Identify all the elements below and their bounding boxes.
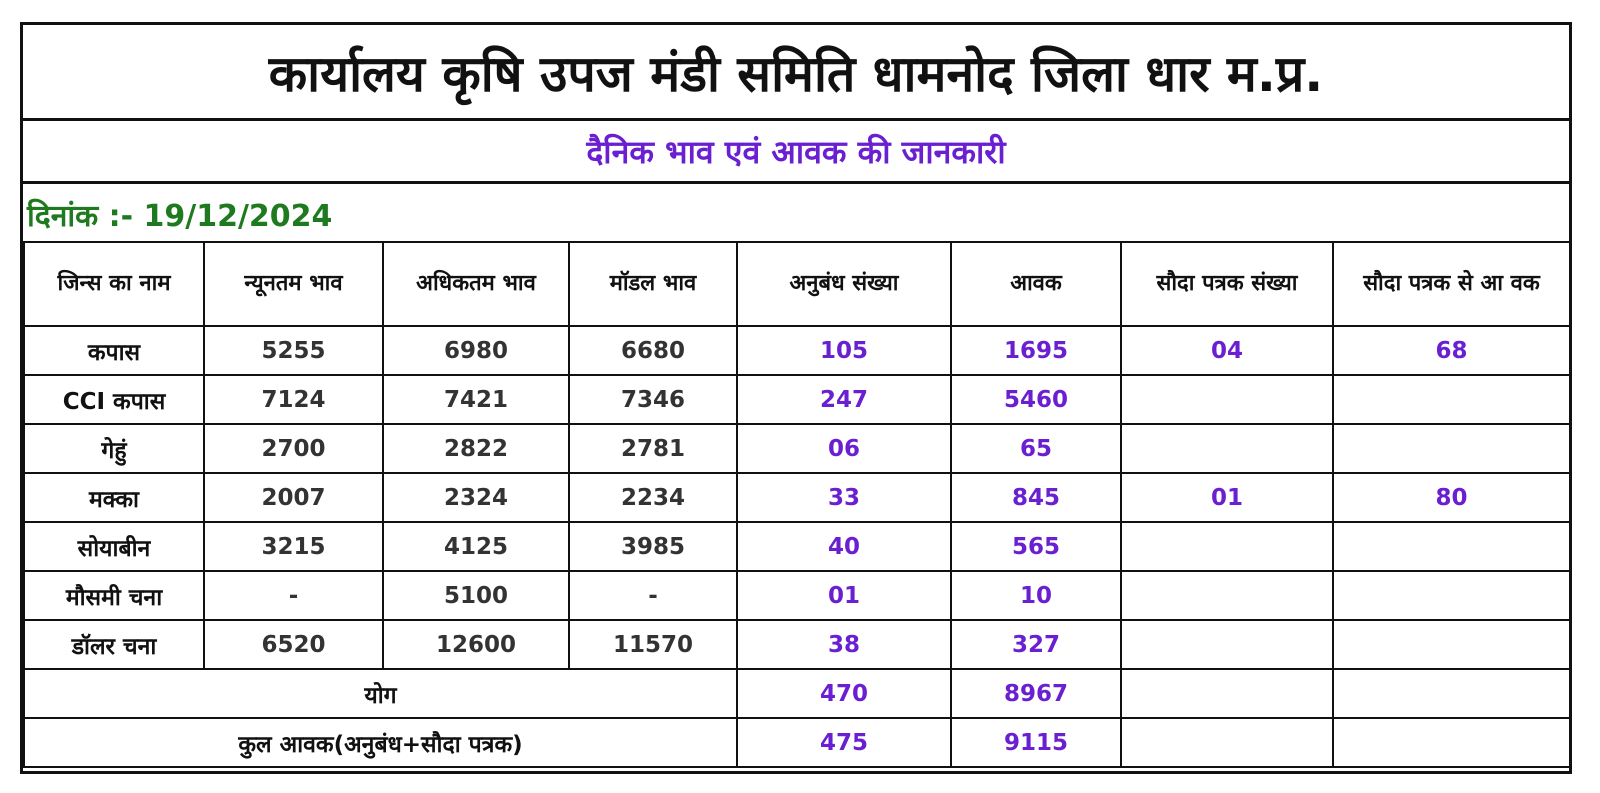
empty-cell — [1333, 718, 1570, 767]
commodity-name: सोयाबीन — [24, 522, 204, 571]
modal-price: 7346 — [569, 375, 737, 424]
total-arrival: 8967 — [951, 669, 1121, 718]
contract-count: 06 — [737, 424, 951, 473]
max-price: 12600 — [383, 620, 569, 669]
deal-arrival: 68 — [1333, 326, 1570, 375]
deal-count — [1121, 571, 1333, 620]
table-row — [24, 473, 1570, 522]
table-row — [24, 571, 1570, 620]
arrival: 845 — [951, 473, 1121, 522]
deal-arrival — [1333, 620, 1570, 669]
modal-price: 11570 — [569, 620, 737, 669]
min-price: 6520 — [204, 620, 383, 669]
min-price: 3215 — [204, 522, 383, 571]
modal-price: - — [569, 571, 737, 620]
contract-count: 247 — [737, 375, 951, 424]
commodity-name: कपास — [24, 326, 204, 375]
contract-count: 38 — [737, 620, 951, 669]
deal-arrival — [1333, 522, 1570, 571]
col-header-max-price: अधिकतम भाव — [383, 242, 569, 326]
arrival: 1695 — [951, 326, 1121, 375]
min-price: - — [204, 571, 383, 620]
contract-count: 40 — [737, 522, 951, 571]
arrival: 65 — [951, 424, 1121, 473]
max-price: 2822 — [383, 424, 569, 473]
col-header-deal-count: सौदा पत्रक संख्या — [1121, 242, 1333, 326]
min-price: 5255 — [204, 326, 383, 375]
max-price: 5100 — [383, 571, 569, 620]
deal-arrival — [1333, 375, 1570, 424]
report-subtitle: दैनिक भाव एवं आवक की जानकारी — [23, 121, 1569, 184]
table-row — [24, 326, 1570, 375]
col-header-contract-count: अनुबंध संख्या — [737, 242, 951, 326]
modal-price: 6680 — [569, 326, 737, 375]
total-label: योग — [24, 669, 737, 718]
price-arrival-table — [23, 241, 1571, 768]
grand-total-label: कुल आवक(अनुबंध+सौदा पत्रक) — [24, 718, 737, 767]
commodity-name: CCI कपास — [24, 375, 204, 424]
empty-cell — [1121, 718, 1333, 767]
deal-count: 01 — [1121, 473, 1333, 522]
col-header-min-price: न्यूनतम भाव — [204, 242, 383, 326]
table-row — [24, 424, 1570, 473]
grand-total-arrival: 9115 — [951, 718, 1121, 767]
contract-count: 105 — [737, 326, 951, 375]
deal-count — [1121, 522, 1333, 571]
total-contracts: 470 — [737, 669, 951, 718]
max-price: 2324 — [383, 473, 569, 522]
contract-count: 01 — [737, 571, 951, 620]
deal-count — [1121, 424, 1333, 473]
col-header-modal-price: मॉडल भाव — [569, 242, 737, 326]
col-header-deal-arrival: सौदा पत्रक से आ वक — [1333, 242, 1570, 326]
arrival: 565 — [951, 522, 1121, 571]
modal-price: 3985 — [569, 522, 737, 571]
deal-count — [1121, 375, 1333, 424]
min-price: 7124 — [204, 375, 383, 424]
grand-total-row — [24, 718, 1570, 767]
max-price: 6980 — [383, 326, 569, 375]
modal-price: 2781 — [569, 424, 737, 473]
col-header-arrival: आवक — [951, 242, 1121, 326]
arrival: 5460 — [951, 375, 1121, 424]
col-header-commodity: जिन्स का नाम — [24, 242, 204, 326]
report-frame — [20, 22, 1572, 774]
table-row — [24, 375, 1570, 424]
office-title: कार्यालय कृषि उपज मंडी समिति धामनोद जिला धार म.प्र. — [23, 25, 1569, 121]
modal-price: 2234 — [569, 473, 737, 522]
deal-arrival — [1333, 571, 1570, 620]
arrival: 327 — [951, 620, 1121, 669]
grand-total-contracts: 475 — [737, 718, 951, 767]
commodity-name: गेहुं — [24, 424, 204, 473]
empty-cell — [1333, 669, 1570, 718]
min-price: 2007 — [204, 473, 383, 522]
deal-arrival: 80 — [1333, 473, 1570, 522]
min-price: 2700 — [204, 424, 383, 473]
table-row — [24, 522, 1570, 571]
commodity-name: मक्का — [24, 473, 204, 522]
report-date: दिनांक :- 19/12/2024 — [27, 199, 333, 234]
total-row — [24, 669, 1570, 718]
max-price: 4125 — [383, 522, 569, 571]
table-row — [24, 620, 1570, 669]
empty-cell — [1121, 669, 1333, 718]
commodity-name: मौसमी चना — [24, 571, 204, 620]
deal-arrival — [1333, 424, 1570, 473]
arrival: 10 — [951, 571, 1121, 620]
deal-count: 04 — [1121, 326, 1333, 375]
max-price: 7421 — [383, 375, 569, 424]
deal-count — [1121, 620, 1333, 669]
contract-count: 33 — [737, 473, 951, 522]
commodity-name: डॉलर चना — [24, 620, 204, 669]
table-header-row — [24, 242, 1570, 326]
